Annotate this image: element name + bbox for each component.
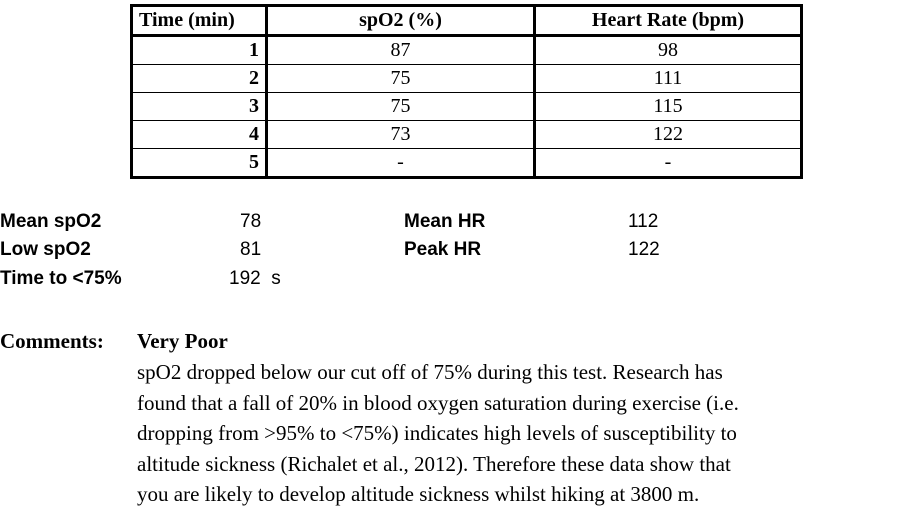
time-below-75-label: Time to <75% [0,268,122,289]
low-spo2-value: 81 [240,239,262,260]
comment-line: found that a fall of 20% in blood oxygen saturation during exercise (i.e. [137,390,739,415]
cell-spo2: 73 [267,121,535,149]
comments-label: Comments: [0,329,104,353]
cell-heart-rate: 98 [535,36,802,65]
mean-spo2-value: 78 [240,211,262,232]
cell-heart-rate: 122 [535,121,802,149]
mean-hr-value: 112 [628,211,659,232]
comments-rating: Very Poor [137,329,228,353]
cell-time: 1 [132,36,267,65]
table-row [132,36,802,65]
time-below-75-value: 192 s [229,268,281,289]
results-table [130,4,803,179]
comments-body [137,357,837,510]
cell-spo2: - [267,149,535,178]
header-heart-rate: Heart Rate (bpm) [535,6,802,36]
cell-heart-rate: 111 [535,65,802,93]
cell-heart-rate: - [535,149,802,178]
cell-time: 4 [132,121,267,149]
header-time: Time (min) [132,6,267,36]
comment-line: spO2 dropped below our cut off of 75% during this test. Research has [137,360,723,384]
table-row [132,65,802,93]
comment-line: altitude sickness (Richalet et al., 2012). Therefore these data show that [137,451,731,476]
mean-spo2-label: Mean spO2 [0,211,102,232]
peak-hr-value: 122 [628,239,660,260]
cell-time: 3 [132,93,267,121]
table-row [132,93,802,121]
mean-hr-label: Mean HR [404,211,486,232]
cell-spo2: 87 [267,36,535,65]
header-spo2: spO2 (%) [267,6,535,36]
cell-heart-rate: 115 [535,93,802,121]
low-spo2-label: Low spO2 [0,239,91,260]
cell-time: 2 [132,65,267,93]
cell-spo2: 75 [267,65,535,93]
table-row [132,149,802,178]
comment-line: dropping from >95% to <75%) indicates high levels of susceptibility to [137,421,737,445]
comment-line: you are likely to develop altitude sickness whilst hiking at 3800 m. [137,482,700,506]
cell-spo2: 75 [267,93,535,121]
peak-hr-label: Peak HR [404,239,482,260]
table-header-row [132,6,802,36]
table-row [132,121,802,149]
cell-time: 5 [132,149,267,178]
